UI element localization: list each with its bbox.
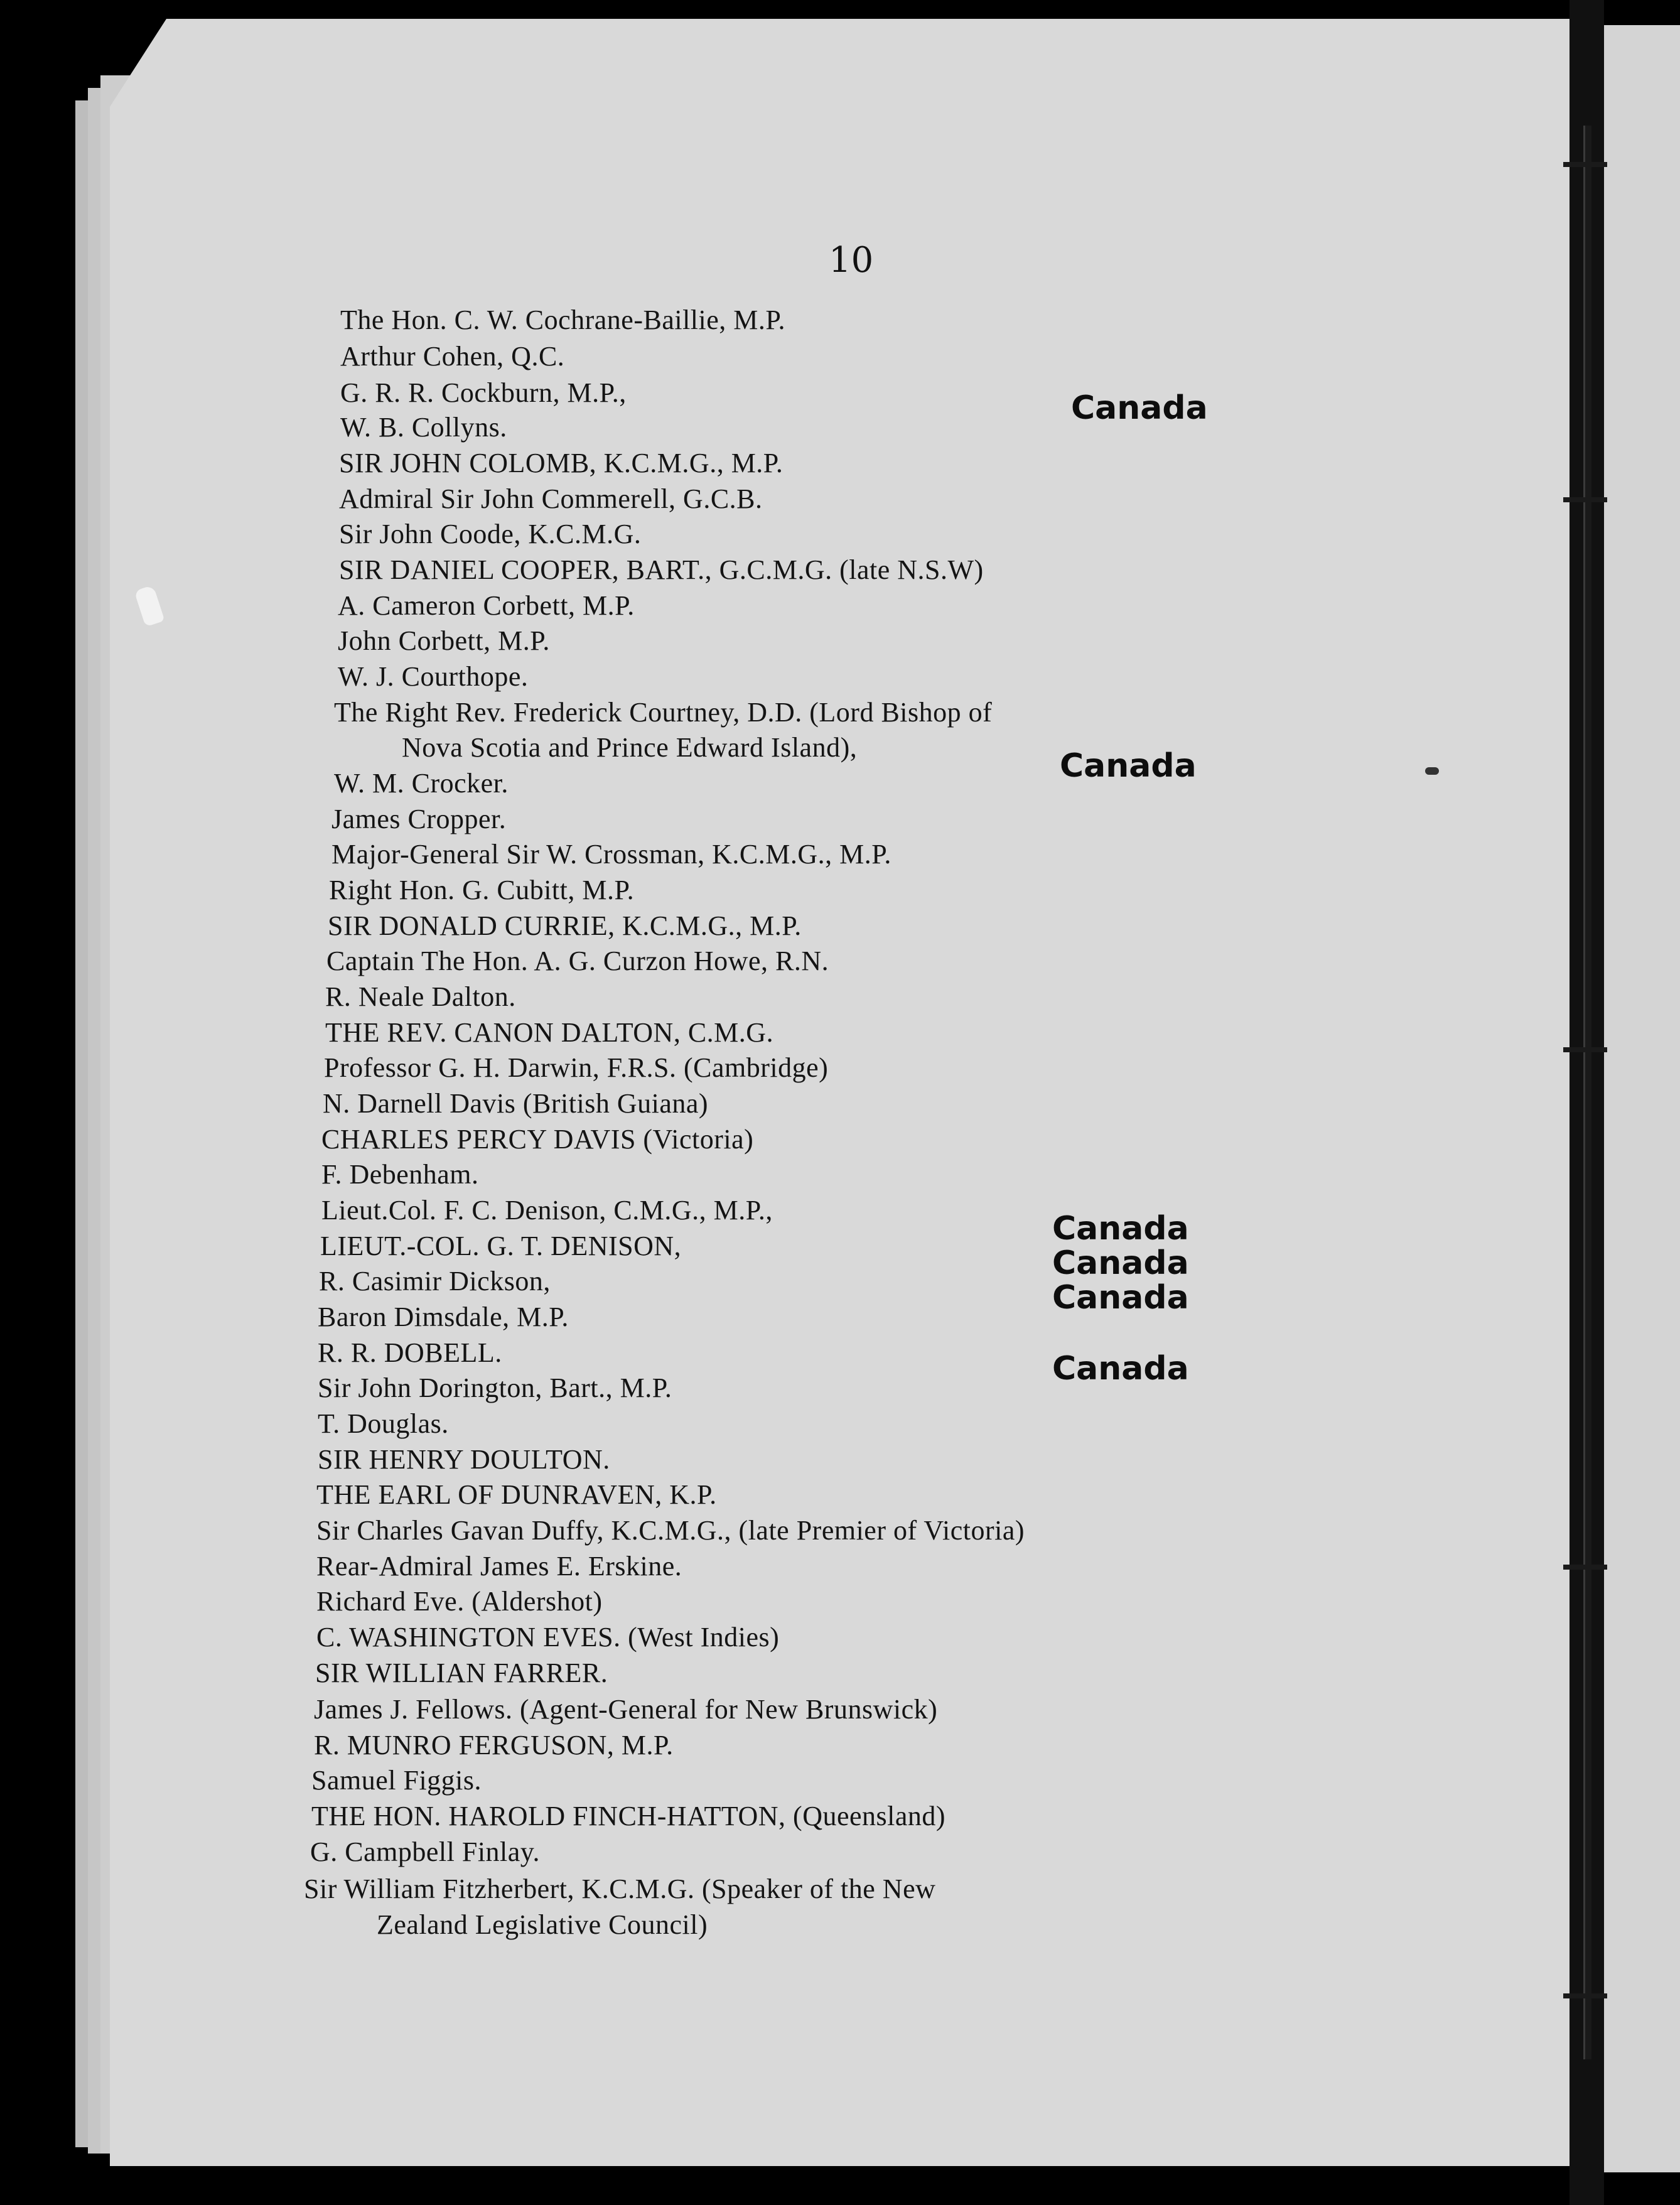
list-item: Zealand Legislative Council) (377, 1909, 708, 1940)
list-item: Arthur Cohen, Q.C. (340, 341, 565, 372)
list-item: Richard Eve. (Aldershot) (316, 1586, 603, 1617)
binding-stitch (1563, 1993, 1607, 1998)
list-item: C. WASHINGTON EVES. (West Indies) (316, 1622, 780, 1652)
list-item: Nova Scotia and Prince Edward Island), (402, 732, 858, 763)
binding-stitch (1563, 1565, 1607, 1570)
list-item: SIR DANIEL COOPER, BART., G.C.M.G. (late N.S.W) (339, 554, 984, 585)
list-item: N. Darnell Davis (British Guiana) (323, 1088, 709, 1119)
binding-stitch (1563, 1047, 1607, 1052)
list-item: Sir William Fitzherbert, K.C.M.G. (Speaker of the New (304, 1873, 936, 1904)
list-item: SIR JOHN COLOMB, K.C.M.G., M.P. (339, 448, 783, 478)
list-item: SIR WILLIAN FARRER. (315, 1658, 608, 1688)
binding-stitch (1563, 162, 1607, 167)
list-item: LIEUT.-COL. G. T. DENISON, (320, 1231, 682, 1261)
list-item: W. M. Crocker. (334, 768, 509, 799)
binding-thread (1583, 126, 1591, 2059)
list-item: THE EARL OF DUNRAVEN, K.P. (316, 1479, 717, 1510)
list-item: R. MUNRO FERGUSON, M.P. (314, 1730, 674, 1760)
list-item: CHARLES PERCY DAVIS (Victoria) (321, 1124, 754, 1155)
list-item: R. Neale Dalton. (325, 981, 516, 1012)
page-number: 10 (829, 240, 874, 281)
list-item: Professor G. H. Darwin, F.R.S. (Cambridge) (324, 1052, 829, 1083)
binding-stitch (1563, 497, 1607, 502)
list-item: A. Cameron Corbett, M.P. (338, 590, 635, 621)
list-item: John Corbett, M.P. (338, 625, 550, 656)
country-label: Canada (1052, 1210, 1189, 1248)
list-item: T. Douglas. (318, 1408, 449, 1439)
list-item: Sir John Dorington, Bart., M.P. (318, 1372, 672, 1403)
list-item: Right Hon. G. Cubitt, M.P. (329, 875, 635, 905)
list-item: Rear-Admiral James E. Erskine. (316, 1551, 682, 1582)
country-label: Canada (1052, 1244, 1189, 1282)
list-item: James J. Fellows. (Agent-General for New Brunswick) (314, 1694, 938, 1725)
list-item: Baron Dimsdale, M.P. (318, 1302, 569, 1332)
list-item: F. Debenham. (321, 1159, 479, 1190)
list-item: G. R. R. Cockburn, M.P., (340, 377, 627, 408)
list-item: R. Casimir Dickson, (319, 1266, 551, 1297)
list-item: James Cropper. (331, 804, 507, 834)
list-item: R. R. DOBELL. (318, 1337, 502, 1368)
country-label: Canada (1052, 1350, 1189, 1388)
list-item: THE REV. CANON DALTON, C.M.G. (325, 1017, 774, 1048)
list-item: Admiral Sir John Commerell, G.C.B. (339, 483, 763, 514)
list-item: SIR DONALD CURRIE, K.C.M.G., M.P. (328, 910, 802, 941)
list-item: The Hon. C. W. Cochrane-Baillie, M.P. (340, 305, 785, 335)
country-label: Canada (1052, 1279, 1189, 1317)
list-item: Captain The Hon. A. G. Curzon Howe, R.N. (326, 946, 829, 976)
list-item: W. J. Courthope. (338, 661, 529, 692)
list-item: Lieut.Col. F. C. Denison, C.M.G., M.P., (321, 1195, 773, 1226)
list-item: The Right Rev. Frederick Courtney, D.D. (Lord Bishop of (334, 697, 993, 728)
list-item: THE HON. HAROLD FINCH-HATTON, (Queensland) (311, 1801, 946, 1831)
list-item: Major-General Sir W. Crossman, K.C.M.G., M.P. (331, 839, 891, 870)
list-item: G. Campbell Finlay. (310, 1836, 540, 1867)
country-label: Canada (1060, 747, 1197, 785)
list-item: SIR HENRY DOULTON. (318, 1444, 610, 1475)
list-item: Sir John Coode, K.C.M.G. (339, 519, 642, 549)
list-item: Sir Charles Gavan Duffy, K.C.M.G., (late Premier of Victoria) (316, 1515, 1025, 1546)
list-item: Samuel Figgis. (311, 1765, 482, 1796)
country-label: Canada (1071, 389, 1208, 427)
list-item: W. B. Collyns. (340, 412, 507, 443)
facing-page-edge (1604, 25, 1680, 2172)
